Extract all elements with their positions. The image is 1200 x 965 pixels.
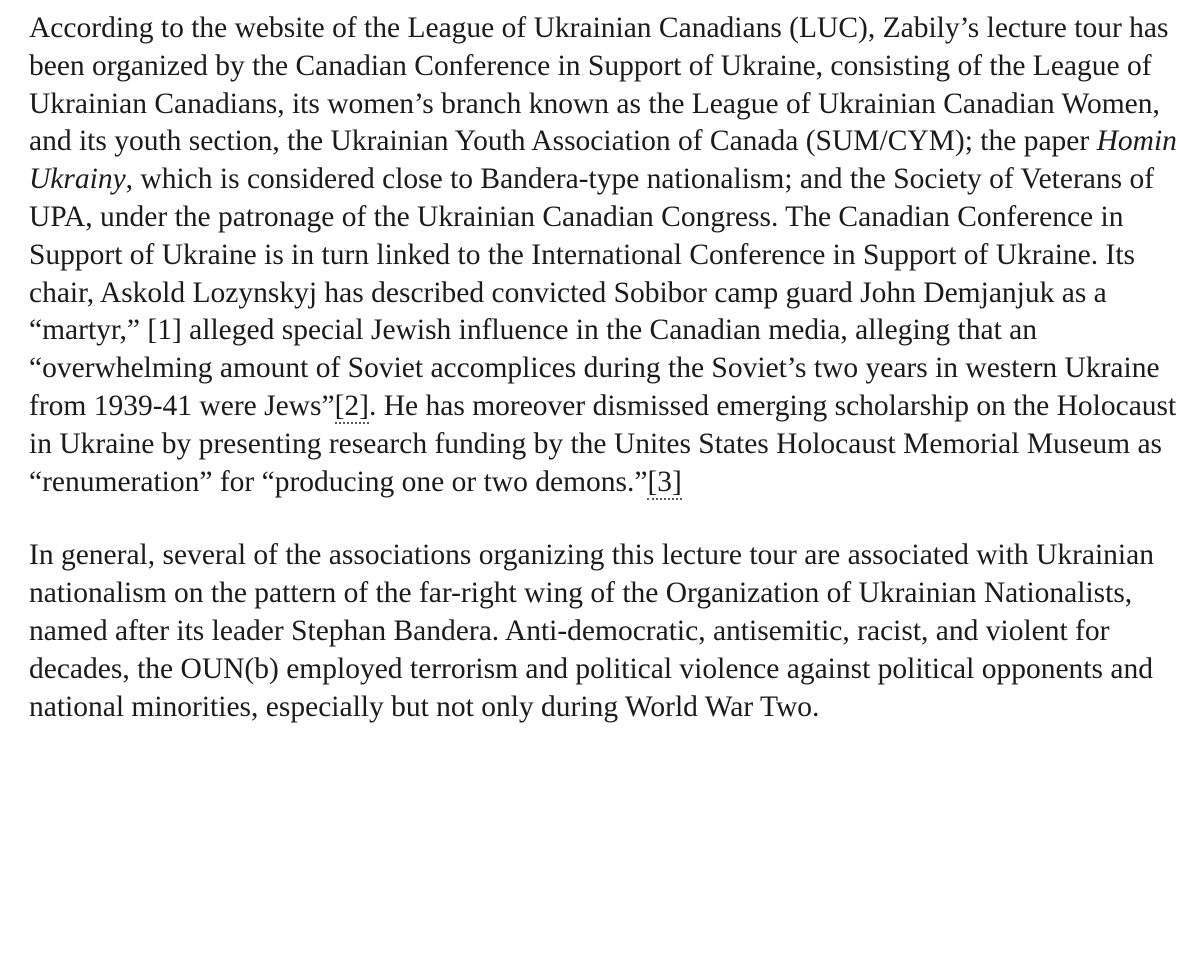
paragraph-2: In general, several of the associations organizing this lecture tour are associated with Ukrainian nationalism on the pattern of the far-right wing of the Organization of Ukrainian Nationalists, named after its leader Stephan Bandera. Anti-democratic, antisemitic, racist, and violent for decades, the OUN(b) employed terrorism and political violence against political opponents and national minorities, especially but not only during World War Two. <box>29 539 1154 723</box>
footnote-link-2[interactable]: [2] <box>334 389 369 422</box>
paragraph-1-text-d: . He has moreover dismissed emerging scholarship on the Holocaust in Ukraine by presenting research funding by the Unites States Holocaust Memorial Museum as “renumeration” for “producing one or two demons.” <box>29 389 1177 498</box>
paragraph-1-text-c: alleged special Jewish influence in the Canadian media, alleging that an “overwhelming amount of Soviet accomplices during the Soviet’s two years in western Ukraine from 1939-41 were Jews” <box>29 314 1160 422</box>
paragraph-1-text-a: According to the website of the League of Ukrainian Canadians (LUC), Zabily’s lecture tour has been organized by the Canadian Conference in Support of Ukraine, consisting of the League of Ukrainian Canadians, its women’s branch known as the League of Ukrainian Canadian Women, and its youth section, the Ukrainian Youth Association of Canada (SUM/CYM); the paper <box>29 12 1169 158</box>
footnote-link-3[interactable]: [3] <box>647 465 682 498</box>
paragraph-1-text-b: , which is considered close to Bandera-type nationalism; and the Society of Veterans of UPA, under the patronage of the Ukrainian Canadian Congress. The Canadian Conference in Support of Ukraine is in turn linked to the International Conference in Support of Ukraine. Its chair, Askold Lozynskyj has described convicted Sobibor camp guard John Demjanjuk as a “martyr,” <box>29 163 1155 347</box>
paragraph-1 <box>29 10 1179 501</box>
footnote-ref-1: [1] <box>147 314 182 347</box>
paper-title-homin-ukrainy: Homin Ukrainy <box>29 125 1177 196</box>
article-body <box>29 10 1179 762</box>
